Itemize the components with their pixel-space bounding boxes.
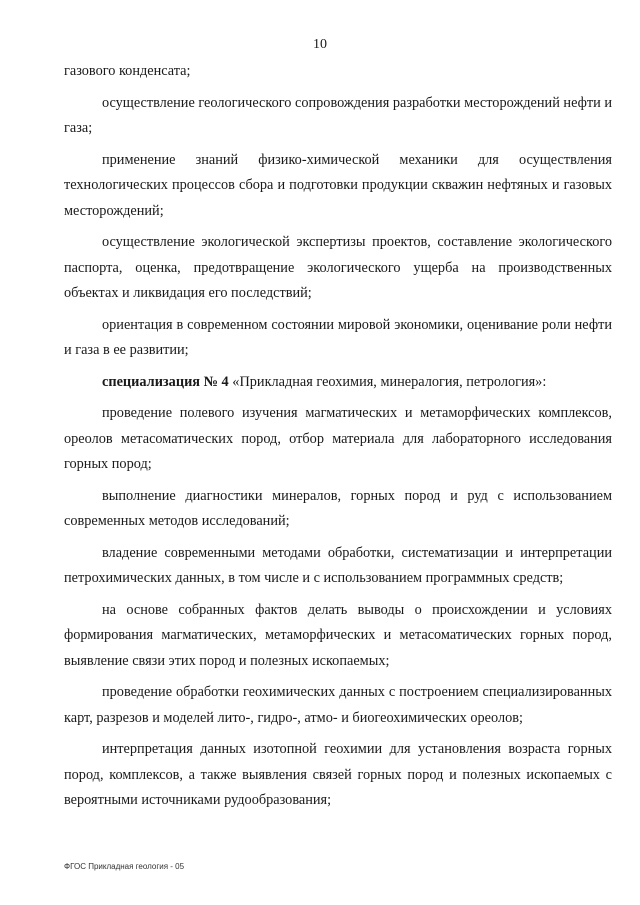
paragraph: на основе собранных фактов делать выводы о происхождении и условиях формирования магматических, метаморфических и метасоматических горных пород, выявление связи этих пород и полезных ископаемых; [64, 601, 612, 669]
page-number: 10 [313, 37, 327, 52]
specialization-title: «Прикладная геохимия, минералогия, петрология»: [228, 373, 547, 390]
specialization-heading [64, 370, 612, 396]
paragraph: владение современными методами обработки, систематизации и интерпретации петрохимических данных, в том числе и с использованием программных средств; [64, 544, 612, 586]
paragraph: выполнение диагностики минералов, горных пород и руд с использованием современных методов исследований; [64, 487, 612, 529]
paragraph: применение знаний физико-химической механики для осуществления технологических процессов сбора и подготовки продукции скважин нефтяных и газовых месторождений; [64, 151, 612, 219]
footer-note: ФГОС Прикладная геология - 05 [64, 862, 185, 871]
paragraph: интерпретация данных изотопной геохимии для установления возраста горных пород, комплексов, а также выявления связей горных пород и полезных ископаемых с вероятными источниками рудообразования; [64, 741, 612, 808]
paragraph: газового конденсата; [64, 63, 191, 79]
paragraph: ориентация в современном состоянии мировой экономики, оценивание роли нефти и газа в ее развитии; [64, 316, 612, 358]
paragraph: осуществление экологической экспертизы проектов, составление экологического паспорта, оценка, предотвращение экологического ущерба на производственных объектах и ликвидация его последствий; [64, 234, 612, 301]
paragraph: проведение полевого изучения магматических и метаморфических комплексов, ореолов метасоматических пород, отбор материала для лабораторного исследования горных пород; [64, 405, 612, 472]
specialization-label: специализация № 4 [102, 373, 229, 390]
document-body [64, 59, 612, 820]
paragraph: осуществление геологического сопровождения разработки месторождений нефти и газа; [64, 94, 612, 136]
paragraph: проведение обработки геохимических данных с построением специализированных карт, разрезов и моделей лито-, гидро-, атмо- и биогеохимических ореолов; [64, 684, 612, 726]
